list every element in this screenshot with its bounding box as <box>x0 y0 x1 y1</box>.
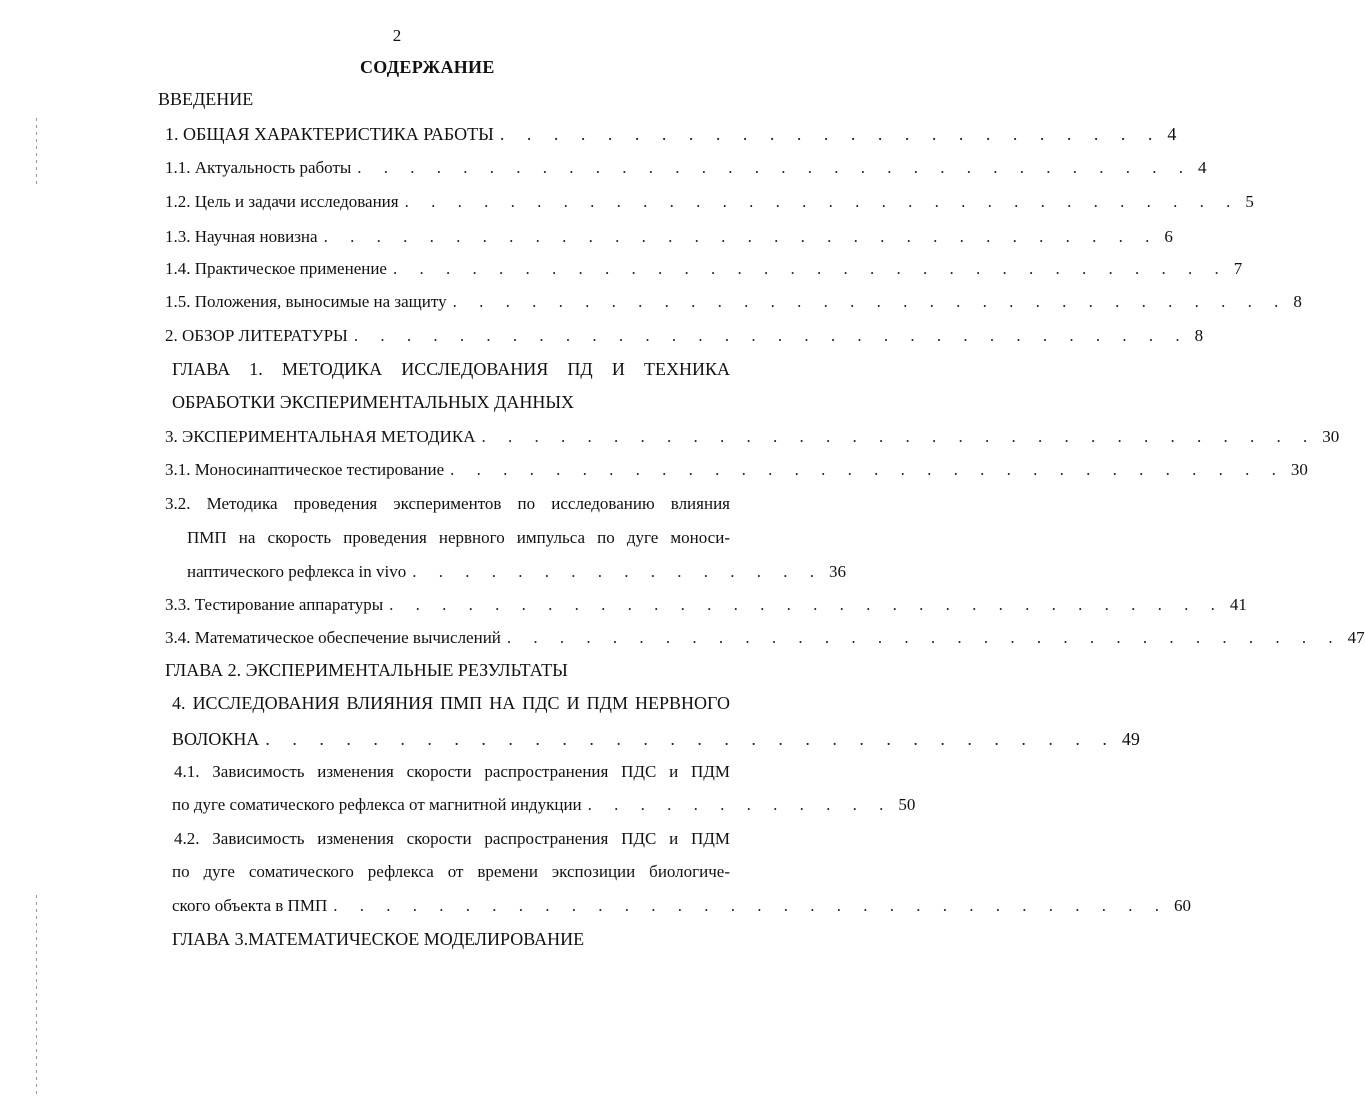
dot-leader: . . . . . . . . . . . . . . . . . . . . . . . . . . . . . . . . <box>481 427 1317 446</box>
toc-label: 2. ОБЗОР ЛИТЕРАТУРЫ <box>165 326 348 345</box>
toc-label: 1.5. Положения, выносимые на защиту <box>165 292 447 311</box>
toc-page: 7 <box>1233 259 1243 278</box>
dot-leader: . . . . . . . . . . . . . . . . . . . . . . . . . . . . . . . . <box>404 192 1240 211</box>
toc-label: ского объекта в ПМП <box>172 896 328 915</box>
toc-label: по дуге соматического рефлекса от магнитной индукции <box>172 795 582 814</box>
toc-label: 1.4. Практическое применение <box>165 259 387 278</box>
toc-page: 49 <box>1121 729 1140 749</box>
scan-margin-mark <box>36 895 37 1095</box>
chapter-1-line-1: ГЛАВА 1. МЕТОДИКА ИССЛЕДОВАНИЯ ПД И ТЕХНИКА <box>172 359 730 379</box>
chapter-3: ГЛАВА 3.МАТЕМАТИЧЕСКОЕ МОДЕЛИРОВАНИЕ <box>172 929 585 949</box>
page-number: 2 <box>392 26 402 45</box>
toc-label: наптического рефлекса in vivo <box>187 562 407 581</box>
toc-entry-3 <box>165 427 1340 447</box>
toc-label: 3.4. Математическое обеспечение вычислений <box>165 628 501 647</box>
chapter-2: ГЛАВА 2. ЭКСПЕРИМЕНТАЛЬНЫЕ РЕЗУЛЬТАТЫ <box>165 660 568 680</box>
toc-entry-3-2-line-3 <box>187 562 847 582</box>
toc-page: 4 <box>1167 124 1177 144</box>
toc-entry-3-2-line-2: ПМП на скорость проведения нервного импульса по дуге моноси- <box>187 528 730 547</box>
toc-entry-4-1-line-1: 4.1. Зависимость изменения скорости распространения ПДС и ПДМ <box>174 762 730 781</box>
toc-entry-4-2-line-2: по дуге соматического рефлекса от времени экспозиции биологиче- <box>172 862 730 881</box>
dot-leader: . . . . . . . . . . . . <box>587 795 893 814</box>
toc-entry-1-3 <box>165 227 1173 247</box>
dot-leader: . . . . . . . . . . . . . . . . . . . . . . . . . <box>499 124 1162 144</box>
toc-page: 50 <box>898 795 916 814</box>
toc-page: 47 <box>1347 628 1365 647</box>
toc-entry-3-4 <box>165 628 1365 648</box>
toc-page: 8 <box>1293 292 1302 311</box>
toc-label: 1.2. Цель и задачи исследования <box>165 192 399 211</box>
dot-leader: . . . . . . . . . . . . . . . . . . . . . . . . . . . . . . . . <box>265 729 1116 749</box>
toc-entry-1-2 <box>165 192 1254 212</box>
toc-label: 3.1. Моносинаптическое тестирование <box>165 460 445 479</box>
page-title: СОДЕРЖАНИЕ <box>360 57 495 77</box>
toc-entry-1-5 <box>165 292 1302 312</box>
toc-entry-3-1 <box>165 460 1308 480</box>
toc-label: 3.3. Тестирование аппаратуры <box>165 595 384 614</box>
toc-label: 1.3. Научная новизна <box>165 227 318 246</box>
toc-entry-4-2-line-1: 4.2. Зависимость изменения скорости распространения ПДС и ПДМ <box>174 829 730 848</box>
dot-leader: . . . . . . . . . . . . . . . . . . . . . . . . . . . . . . . . <box>506 628 1342 647</box>
toc-label: 1. ОБЩАЯ ХАРАКТЕРИСТИКА РАБОТЫ <box>165 124 494 144</box>
chapter-1-line-2: ОБРАБОТКИ ЭКСПЕРИМЕНТАЛЬНЫХ ДАННЫХ <box>172 392 575 412</box>
toc-page: 30 <box>1290 460 1308 479</box>
toc-label: 1.1. Актуальность работы <box>165 158 352 177</box>
dot-leader: . . . . . . . . . . . . . . . . <box>412 562 824 581</box>
dot-leader: . . . . . . . . . . . . . . . . . . . . . . . . . . . . . . . . <box>452 292 1288 311</box>
toc-entry-4-1-line-2 <box>172 795 916 815</box>
toc-entry-1 <box>165 124 1177 145</box>
toc-intro: ВВЕДЕНИЕ <box>158 89 254 109</box>
toc-entry-4-2-line-3 <box>172 896 1191 916</box>
toc-page: 5 <box>1245 192 1254 211</box>
toc-entry-3-3 <box>165 595 1247 615</box>
toc-page: 41 <box>1229 595 1247 614</box>
dot-leader: . . . . . . . . . . . . . . . . . . . . . . . . . . . . . . . . <box>323 227 1159 246</box>
toc-page: 30 <box>1322 427 1340 446</box>
toc-page: 60 <box>1173 896 1191 915</box>
dot-leader: . . . . . . . . . . . . . . . . . . . . . . . . . . . . . . . . <box>392 259 1228 278</box>
toc-label: ВОЛОКНА <box>172 729 260 749</box>
scan-margin-mark <box>36 118 37 188</box>
toc-entry-3-2-line-1: 3.2. Методика проведения экспериментов по исследованию влияния <box>165 494 730 513</box>
dot-leader: . . . . . . . . . . . . . . . . . . . . . . . . . . . . . . . . <box>450 460 1285 479</box>
dot-leader: . . . . . . . . . . . . . . . . . . . . . . . . . . . . . . . . <box>357 158 1193 177</box>
toc-entry-4-line-2 <box>172 729 1140 750</box>
toc-entry-1-4 <box>165 259 1243 279</box>
toc-page: 4 <box>1198 158 1207 177</box>
dot-leader: . . . . . . . . . . . . . . . . . . . . . . . . . . . . . . . . <box>333 896 1168 915</box>
toc-label: 3. ЭКСПЕРИМЕНТАЛЬНАЯ МЕТОДИКА <box>165 427 476 446</box>
toc-entry-4-line-1: 4. ИССЛЕДОВАНИЯ ВЛИЯНИЯ ПМП НА ПДС И ПДМ НЕРВНОГО <box>172 693 730 713</box>
toc-page: 36 <box>829 562 847 581</box>
toc-entry-2 <box>165 326 1204 346</box>
dot-leader: . . . . . . . . . . . . . . . . . . . . . . . . . . . . . . . . <box>353 326 1189 345</box>
toc-page: 6 <box>1164 227 1173 246</box>
dot-leader: . . . . . . . . . . . . . . . . . . . . . . . . . . . . . . . . <box>389 595 1224 614</box>
toc-page: 8 <box>1194 326 1204 345</box>
toc-entry-1-1 <box>165 158 1207 178</box>
